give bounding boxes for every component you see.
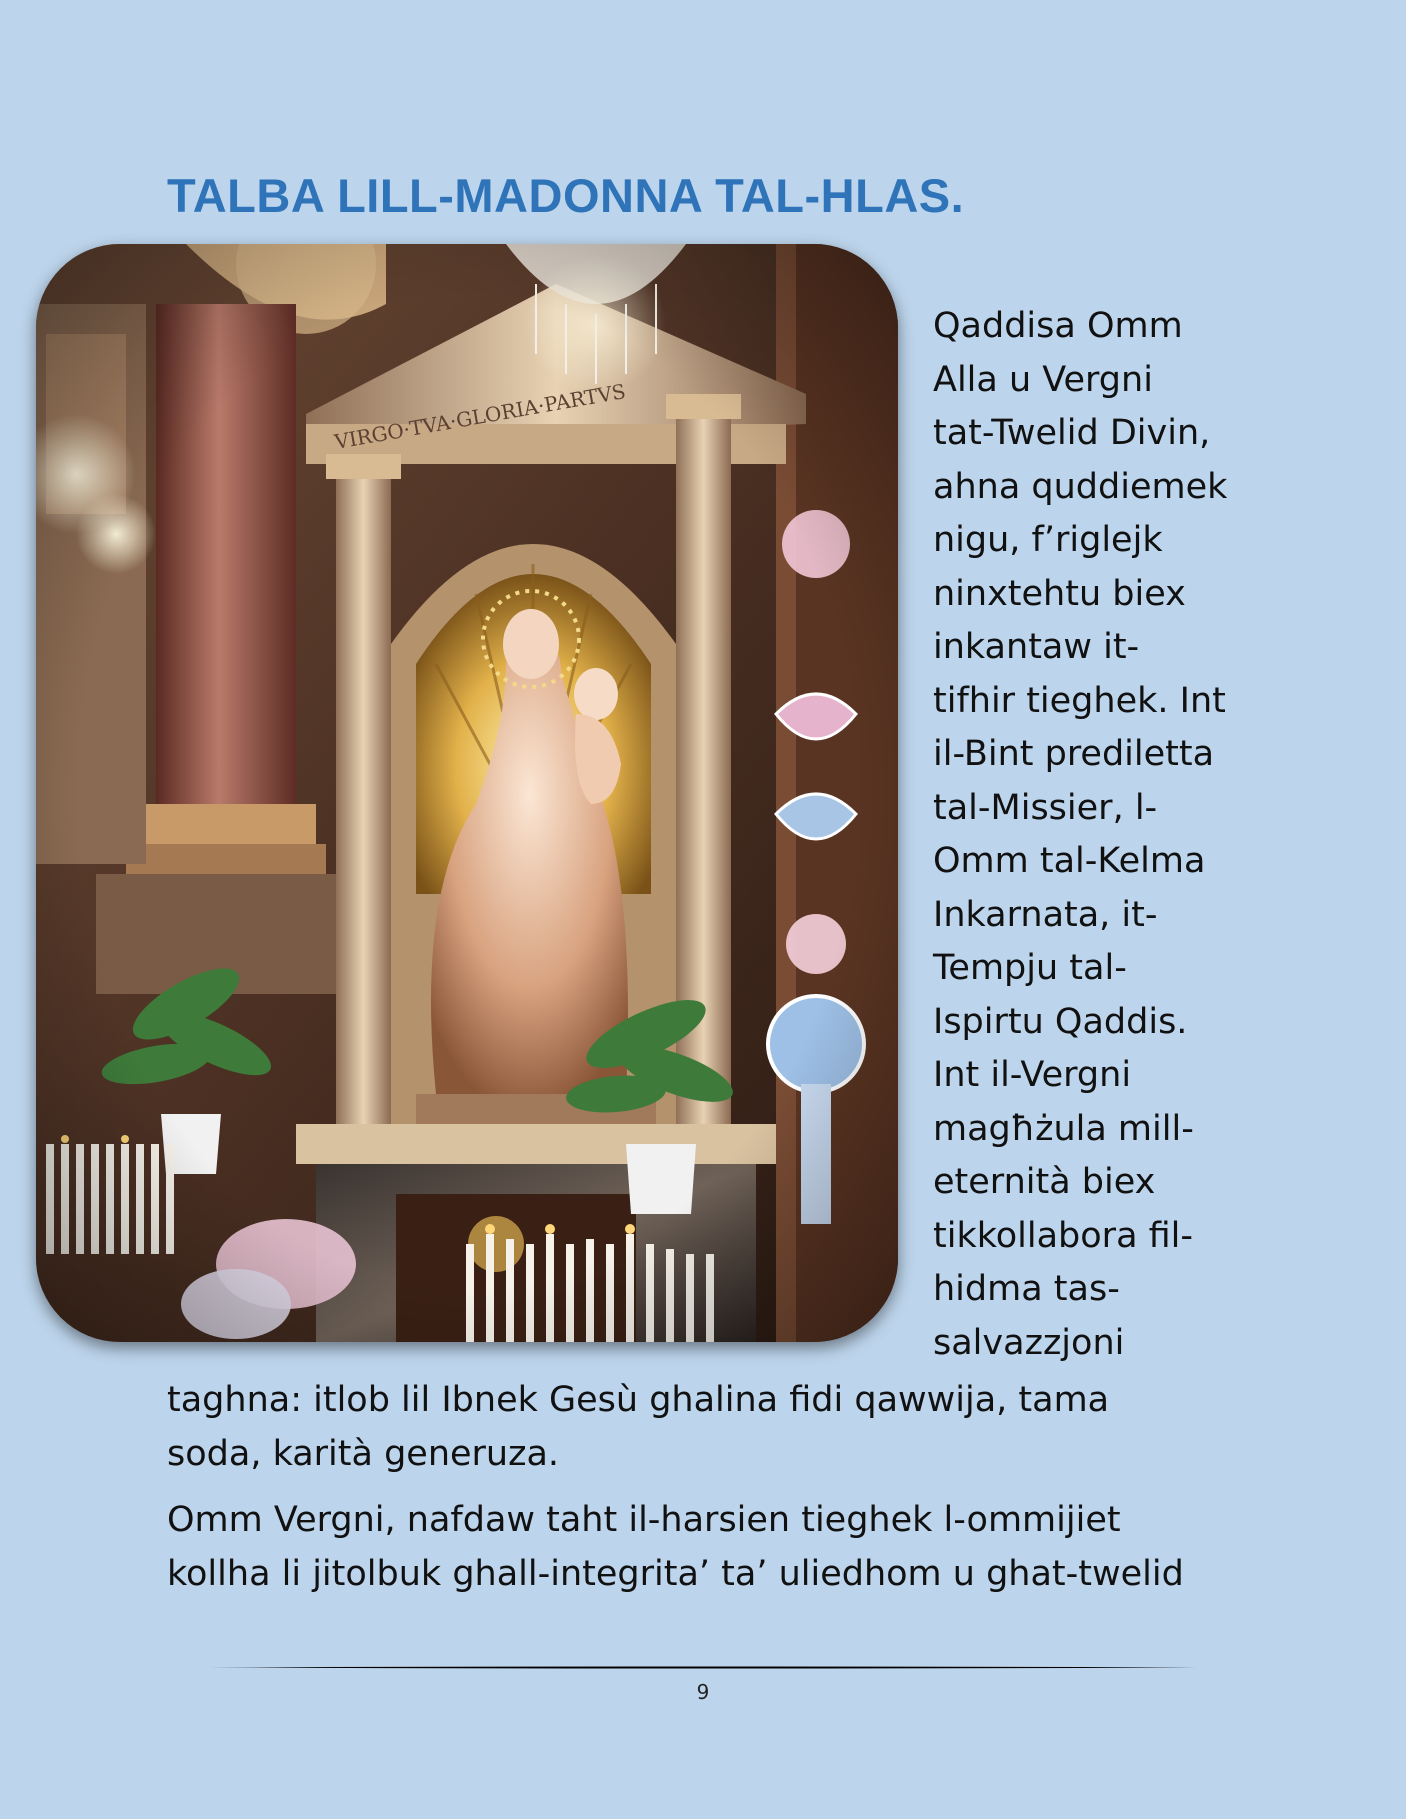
text-line: inkantaw it- — [933, 627, 1140, 667]
text-line: Alla u Vergni — [933, 359, 1153, 400]
text-line: salvazzjoni — [933, 1322, 1125, 1363]
text-line: tat-Twelid Divin, — [933, 413, 1211, 453]
text-line: kollha li jitolbuk ghall-integrita’ ta’ uliedhom u ghat-twelid — [167, 1553, 1184, 1594]
footer-divider — [208, 1666, 1198, 1669]
text-line: ahna quddiemek — [933, 466, 1228, 507]
text-line: tifhir tieghek. Int — [933, 680, 1226, 721]
page-title: TALBA LILL-MADONNA TAL-HLAS. — [167, 169, 965, 222]
prayer-paragraph-2 — [167, 1494, 1267, 1601]
text-line: tal-Missier, l- — [933, 787, 1158, 828]
madonna-photo — [36, 244, 898, 1342]
altar-illustration — [36, 244, 898, 1342]
text-line: taghna: itlob lil Ibnek Gesù ghalina fidi qawwija, tama — [167, 1380, 1110, 1420]
text-line: Qaddisa Omm — [933, 306, 1183, 346]
text-line: Omm Vergni, nafdaw taht il-harsien tieghek l-ommijiet — [167, 1500, 1121, 1540]
text-line: tikkollabora fil- — [933, 1215, 1194, 1256]
text-line: Ispirtu Qaddis. — [933, 1001, 1188, 1042]
text-line: hidma tas- — [933, 1269, 1120, 1309]
text-line: Tempju tal- — [933, 948, 1127, 988]
prayer-paragraph-continuation — [167, 1374, 1267, 1481]
prayer-paragraph-side-column — [933, 300, 1353, 1370]
page-number: 9 — [696, 1680, 710, 1704]
text-line: eternità biex — [933, 1162, 1156, 1202]
text-line: Omm tal-Kelma — [933, 841, 1206, 881]
text-line: soda, karità generuza. — [167, 1433, 560, 1474]
text-line: nigu, f’riglejk — [933, 520, 1163, 560]
text-line: Int il-Vergni — [933, 1055, 1132, 1095]
text-line: ninxtehtu biex — [933, 573, 1186, 614]
text-line: magħżula mill- — [933, 1108, 1194, 1149]
text-line: il-Bint prediletta — [933, 734, 1215, 774]
text-line: Inkarnata, it- — [933, 894, 1158, 935]
